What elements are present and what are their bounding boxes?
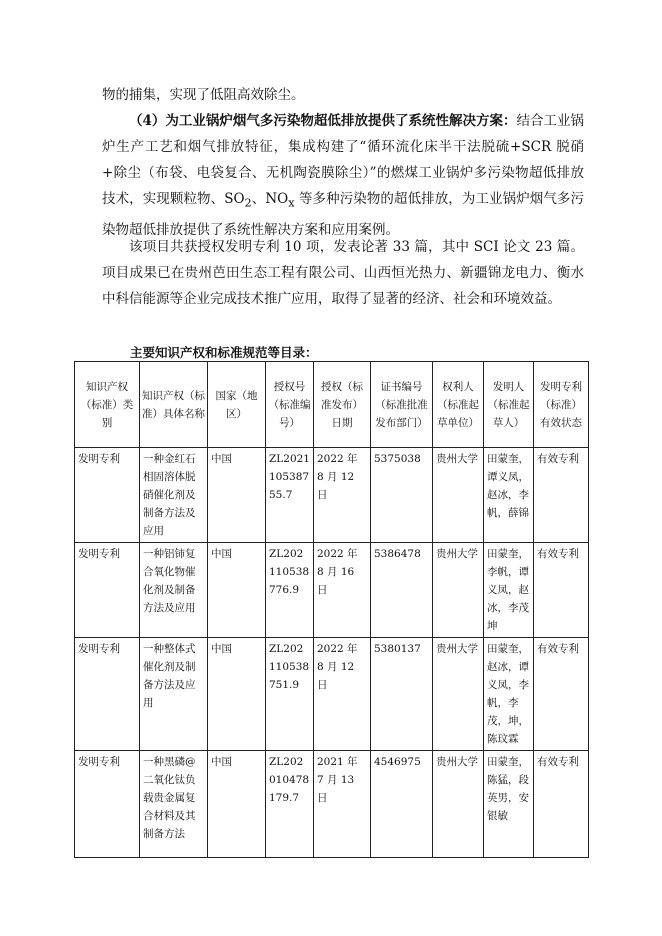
cell-status: 有效专利 <box>534 638 589 751</box>
cell-name: 一种铝铈复合氧化物催化剂及制备方法及应用 <box>140 543 208 638</box>
cell-grant-date: 2022 年 8 月 12 日 <box>314 638 371 751</box>
paragraph-text: 该项目共获授权发明专利 10 项，发表论著 33 篇，其中 SCI 论文 23 篇。项目成果已在贵州芭田生态工程有限公司、山西恒光热力、新疆锦龙电力、衡水中科信能源等企业完成技术推广应用，取得了显著的经济、社会和环境效益。 <box>102 239 584 307</box>
cell-owner: 贵州大学 <box>433 448 484 543</box>
cell-status: 有效专利 <box>534 543 589 638</box>
list-title: 主要知识产权和标准规范等目录： <box>130 345 318 360</box>
table-header-row <box>75 362 589 448</box>
paragraph-body: 、NO <box>251 191 289 207</box>
cell-inventors: 田蒙奎，李帆，谭义凤，赵冰，李茂坤 <box>484 543 534 638</box>
cell-inventors: 田蒙奎，赵冰，谭义凤，李帆，李茂，坤，陈玟霖 <box>484 638 534 751</box>
table-row <box>75 543 589 638</box>
cell-grant-number: ZL202 010478 179.7 <box>266 751 314 858</box>
header-category: 知识产权（标准）类别 <box>75 362 140 448</box>
cell-certificate: 5380137 <box>371 638 433 751</box>
table-row <box>75 448 589 543</box>
cell-owner: 贵州大学 <box>433 638 484 751</box>
paragraph-summary <box>102 234 584 312</box>
cell-inventors: 田蒙奎，陈猛，段英男，安银敏 <box>484 751 534 858</box>
cell-name: 一种黑磷@二氧化钛负载贵金属复合材料及其制备方法 <box>140 751 208 858</box>
table-row <box>75 751 589 858</box>
cell-category: 发明专利 <box>75 751 140 858</box>
cell-country: 中国 <box>208 448 266 543</box>
paragraph-text: 物的捕集，实现了低阻高效除尘。 <box>102 87 305 103</box>
cell-certificate: 4546975 <box>371 751 433 858</box>
cell-grant-date: 2022 年 8 月 12 日 <box>314 448 371 543</box>
cell-status: 有效专利 <box>534 448 589 543</box>
header-certificate: 证书编号（标准批准发布部门） <box>371 362 433 448</box>
paragraph-solution <box>102 108 584 243</box>
cell-country: 中国 <box>208 638 266 751</box>
paragraph-heading: （4）为工业锅炉烟气多污染物超低排放提供了系统性解决方案： <box>129 113 517 129</box>
paragraph-body: 结合工业锅炉生产工艺和烟气排放特征，集成构建了“循环流化床半干法脱硫+SCR 脱硝+除尘（布袋、电袋复合、无机陶瓷膜除尘）”的燃煤工业锅炉多污染物超低排放技术，实现颗粒物、SO <box>102 113 584 207</box>
cell-category: 发明专利 <box>75 638 140 751</box>
subscript: x <box>288 196 295 210</box>
cell-name: 一种整体式催化剂及制备方法及应用 <box>140 638 208 751</box>
cell-category: 发明专利 <box>75 543 140 638</box>
cell-grant-number: ZL202 110538 751.9 <box>266 638 314 751</box>
header-inventors: 发明人（标准起草人） <box>484 362 534 448</box>
cell-owner: 贵州大学 <box>433 543 484 638</box>
ip-table <box>74 361 589 858</box>
cell-category: 发明专利 <box>75 448 140 543</box>
header-owner: 权利人（标准起草单位） <box>433 362 484 448</box>
header-status: 发明专利（标准）有效状态 <box>534 362 589 448</box>
header-country: 国家（地区） <box>208 362 266 448</box>
subscript: 2 <box>244 196 252 210</box>
paragraph-continuation <box>102 82 584 108</box>
header-name: 知识产权（标准）具体名称 <box>140 362 208 448</box>
cell-country: 中国 <box>208 543 266 638</box>
header-grant-number: 授权号（标准编号） <box>266 362 314 448</box>
paragraph-body: 等多种污染物的超低排放，为工业锅炉烟气多污染物超低排放提供了系统性解决方案和应用案例。 <box>102 191 584 238</box>
cell-grant-date: 2021 年 7 月 13 日 <box>314 751 371 858</box>
cell-country: 中国 <box>208 751 266 858</box>
cell-owner: 贵州大学 <box>433 751 484 858</box>
cell-grant-number: ZL2021 10538755.7 <box>266 448 314 543</box>
cell-certificate: 5375038 <box>371 448 433 543</box>
cell-grant-date: 2022 年 8 月 16 日 <box>314 543 371 638</box>
cell-grant-number: ZL202 110538 776.9 <box>266 543 314 638</box>
cell-certificate: 5386478 <box>371 543 433 638</box>
cell-status: 有效专利 <box>534 751 589 858</box>
cell-name: 一种金红石相固溶体脱硝催化剂及制备方法及应用 <box>140 448 208 543</box>
cell-inventors: 田蒙奎，谭义凤，赵冰，李帆，薛锦 <box>484 448 534 543</box>
table-row <box>75 638 589 751</box>
header-grant-date: 授权（标准发布）日期 <box>314 362 371 448</box>
